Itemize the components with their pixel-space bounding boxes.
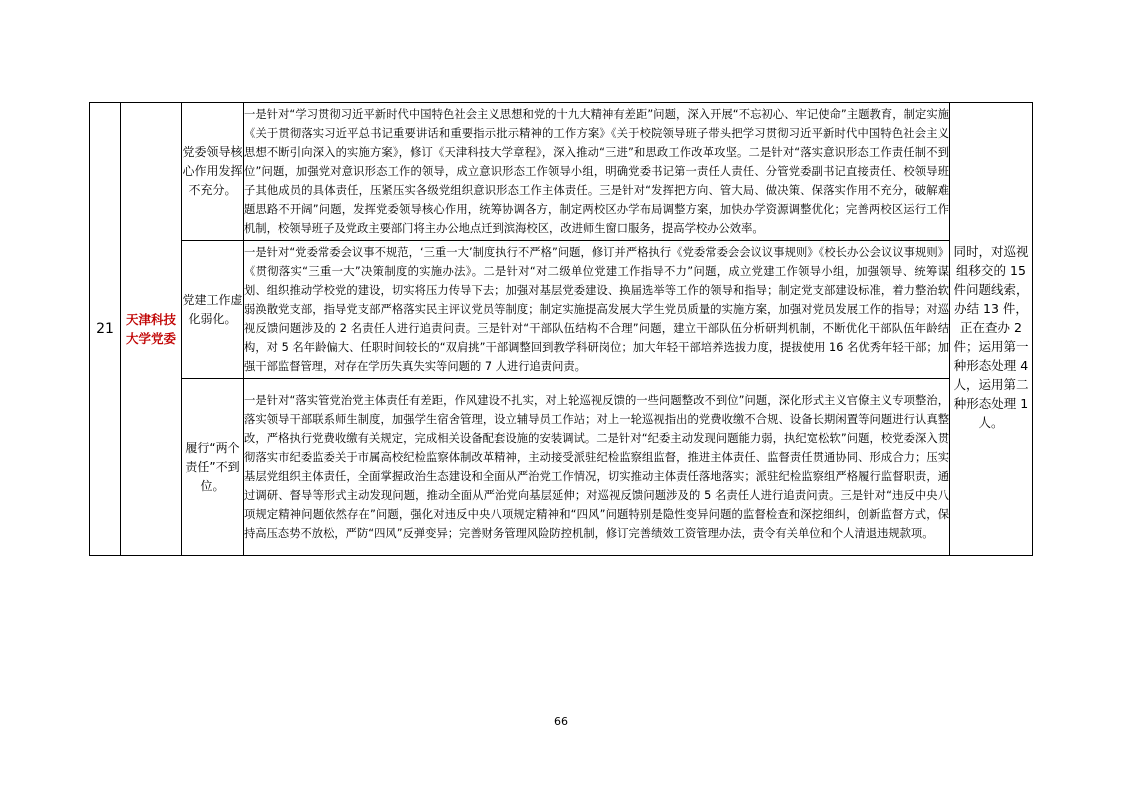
table-row: [90, 103, 1033, 241]
measures-cell: 一是针对“党委常委会议事不规范，‘三重一大’制度执行不严格”问题，修订并严格执行《党委常委会会议议事规则》《校长办公会议议事规则》《贯彻落实“三重一大”决策制度的实施办法》。二是针对“对二级单位党建工作指导不力”问题，成立党建工作领导小组，加强领导、统筹谋划、组织推动学校党的建设，切实将压力传导下去；加强对基层党委建设、换届选举等工作的领导和指导；制定党支部建设标准，着力整治软弱涣散党支部，指导党支部严格落实民主评议党员等制度；制定实施提高发展大学生党员质量的实施方案，加强对党员发展工作的指导；对巡视反馈问题涉及的 2 名责任人进行追责问责。三是针对“干部队伍结构不合理”问题，建立干部队伍分析研判机制，不断优化干部队伍年龄结构，对 5 名年龄偏大、任职时间较长的“双肩挑”干部调整回到教学科研岗位；加大年轻干部培养选拔力度，提拔使用 16 名优秀年轻干部；加强干部监督管理，对存在学历失真失实等问题的 7 人进行追责问责。: [244, 241, 950, 379]
page-number: 66: [554, 715, 568, 728]
result-cell: [950, 103, 1033, 556]
issue-cell: 党委领导核心作用发挥不充分。: [182, 103, 244, 241]
issue-cell: 党建工作虚化弱化。: [182, 241, 244, 379]
issue-cell: 履行“两个责任”不到位。: [182, 379, 244, 556]
row-number: 21: [90, 103, 121, 556]
rectification-table: [89, 102, 1033, 556]
table-row: [90, 379, 1033, 556]
result-text: 同时，对巡视组移交的 15 件问题线索，办结 13 件，正在查办 2 件；运用第一种形态处理 4 人，运用第二种形态处理 1 人。: [953, 244, 1029, 430]
table-row: [90, 241, 1033, 379]
measures-cell: 一是针对“落实管党治党主体责任有差距，作风建设不扎实，对上轮巡视反馈的一些问题整改不到位”问题，深化形式主义官僚主义专项整治，落实领导干部联系师生制度，加强学生宿舍管理，设立辅导员工作站；对上一轮巡视指出的党费收缴不合规、设备长期闲置等问题进行认真整改，严格执行党费收缴有关规定，完成相关设备配套设施的安装调试。二是针对“纪委主动发现问题能力弱，执纪宽松软”问题，校党委深入贯彻落实市纪委监委关于市属高校纪检监察体制改革精神，主动接受派驻纪检监察组监督，推进主体责任、监督责任贯通协同、形成合力；压实基层党组织主体责任，全面掌握政治生态建设和全面从严治党工作情况，切实推动主体责任落地落实；派驻纪检监察组严格履行监督职责，通过调研、督导等形式主动发现问题，推动全面从严治党向基层延伸；对巡视反馈问题涉及的 5 名责任人进行追责问责。三是针对“违反中央八项规定精神问题依然存在”问题，强化对违反中央八项规定精神和“四风”问题特别是隐性变异问题的监督检查和深挖细纠，创新监督方式，保持高压态势不放松，严防“四风”反弹变异；完善财务管理风险防控机制，修订完善绩效工资管理办法，责令有关单位和个人清退违规款项。: [244, 379, 950, 556]
measures-cell: 一是针对“学习贯彻习近平新时代中国特色社会主义思想和党的十九大精神有差距”问题，深入开展“不忘初心、牢记使命”主题教育，制定实施《关于贯彻落实习近平总书记重要讲话和重要指示批示精神的工作方案》《关于校院领导班子带头把学习贯彻习近平新时代中国特色社会主义思想不断引向深入的实施方案》，修订《天津科技大学章程》，深入推动“三进”和思政工作改革攻坚。二是针对“落实意识形态工作责任制不到位”问题，加强党对意识形态工作的领导，成立意识形态工作领导小组，明确党委书记第一责任人责任、分管党委副书记直接责任、校领导班子其他成员的具体责任，压紧压实各级党组织意识形态工作主体责任。三是针对“发挥把方向、管大局、做决策、保落实作用不充分，破解难题思路不开阔”问题，发挥党委领导核心作用，统筹协调各方，制定两校区办学布局调整方案，加快办学资源调整优化；完善两校区运行工作机制，校领导班子及党政主要部门将主办公地点迁到滨海校区，改进师生窗口服务，提高学校办公效率。: [244, 103, 950, 241]
unit-name: 天津科技大学党委: [121, 103, 182, 556]
